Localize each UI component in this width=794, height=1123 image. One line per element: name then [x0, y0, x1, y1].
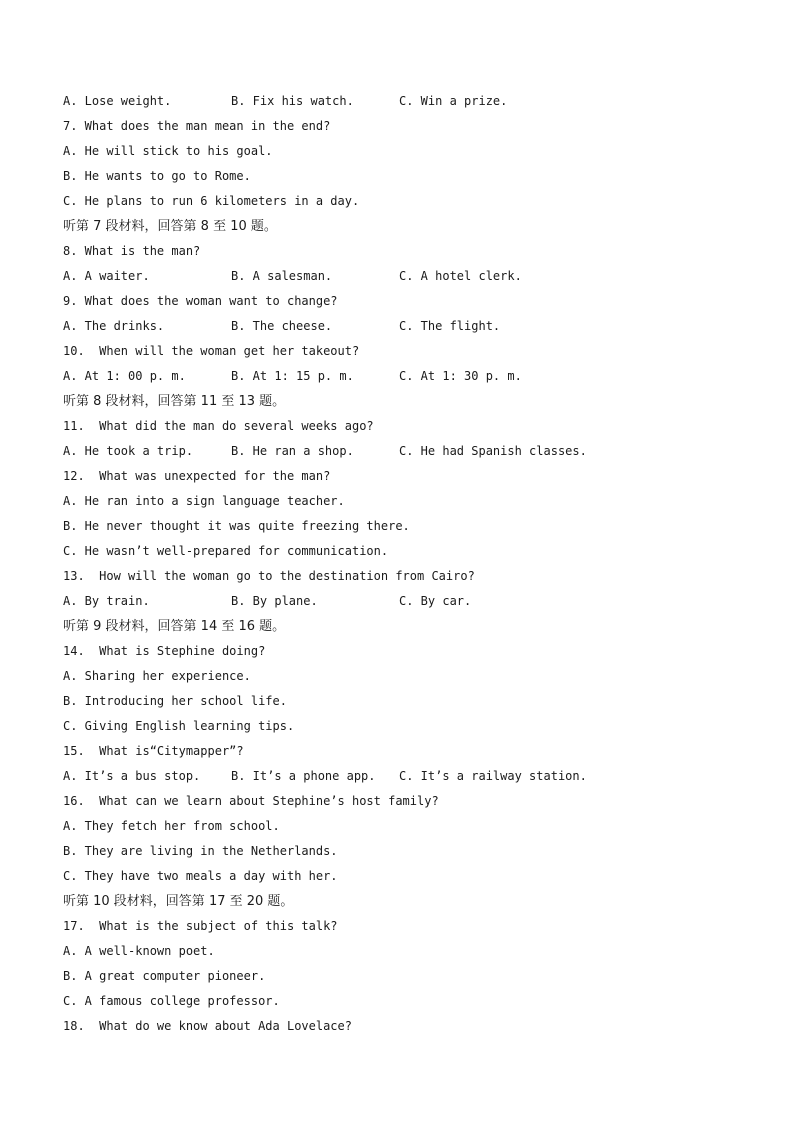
q16-option-b: B. They are living in the Netherlands. [63, 844, 338, 858]
q13-options [63, 589, 763, 614]
q16-question: 16. What can we learn about Stephine’s host family? [63, 794, 439, 808]
q6-options [63, 89, 763, 114]
q14-option-b: B. Introducing her school life. [63, 694, 287, 708]
q8-question: 8. What is the man? [63, 244, 201, 258]
q6-option-a: A. Lose weight. [63, 94, 172, 108]
q10-options [63, 364, 763, 389]
q12-question: 12. What was unexpected for the man? [63, 469, 331, 483]
q10-question: 10. When will the woman get her takeout? [63, 344, 360, 358]
q17-option-b: B. A great computer pioneer. [63, 969, 266, 983]
q14-question: 14. What is Stephine doing? [63, 644, 266, 658]
q9-option-c: C. The flight. [399, 319, 501, 333]
q15-options [63, 764, 763, 789]
q14-option-c: C. Giving English learning tips. [63, 719, 295, 733]
q10-option-a: A. At 1: 00 p. m. [63, 369, 186, 383]
q11-options [63, 439, 763, 464]
q8-option-a: A. A waiter. [63, 269, 150, 283]
q9-options [63, 314, 763, 339]
q15-option-c: C. It’s a railway station. [399, 769, 587, 783]
q9-option-b: B. The cheese. [231, 319, 333, 333]
q10-option-c: C. At 1: 30 p. m. [399, 369, 522, 383]
q6-option-b: B. Fix his watch. [231, 94, 354, 108]
q17-question: 17. What is the subject of this talk? [63, 919, 338, 933]
q17-option-c: C. A famous college professor. [63, 994, 280, 1008]
q11-option-c: C. He had Spanish classes. [399, 444, 587, 458]
section-8-header: 听第 8 段材料，回答第 11 至 13 题。 [63, 394, 286, 409]
q15-question: 15. What is“Citymapper”? [63, 744, 244, 758]
q7-option-a: A. He will stick to his goal. [63, 144, 273, 158]
q8-options [63, 264, 763, 289]
q13-option-c: C. By car. [399, 594, 472, 608]
q11-option-a: A. He took a trip. [63, 444, 194, 458]
q8-option-b: B. A salesman. [231, 269, 333, 283]
q6-option-c: C. Win a prize. [399, 94, 508, 108]
section-10-header: 听第 10 段材料，回答第 17 至 20 题。 [63, 894, 294, 909]
q17-option-a: A. A well-known poet. [63, 944, 215, 958]
section-9-header: 听第 9 段材料，回答第 14 至 16 题。 [63, 619, 286, 634]
section-7-header: 听第 7 段材料，回答第 8 至 10 题。 [63, 219, 277, 234]
q13-question: 13. How will the woman go to the destination from Cairo? [63, 569, 475, 583]
q12-option-a: A. He ran into a sign language teacher. [63, 494, 345, 508]
q18-question: 18. What do we know about Ada Lovelace? [63, 1019, 352, 1033]
q13-option-b: B. By plane. [231, 594, 318, 608]
q11-option-b: B. He ran a shop. [231, 444, 354, 458]
q14-option-a: A. Sharing her experience. [63, 669, 251, 683]
q7-option-c: C. He plans to run 6 kilometers in a day. [63, 194, 360, 208]
q10-option-b: B. At 1: 15 p. m. [231, 369, 354, 383]
q9-option-a: A. The drinks. [63, 319, 165, 333]
q16-option-c: C. They have two meals a day with her. [63, 869, 338, 883]
q15-option-b: B. It’s a phone app. [231, 769, 376, 783]
q16-option-a: A. They fetch her from school. [63, 819, 280, 833]
q12-option-b: B. He never thought it was quite freezing there. [63, 519, 410, 533]
q13-option-a: A. By train. [63, 594, 150, 608]
q8-option-c: C. A hotel clerk. [399, 269, 522, 283]
q11-question: 11. What did the man do several weeks ago? [63, 419, 374, 433]
q15-option-a: A. It’s a bus stop. [63, 769, 201, 783]
q7-question: 7. What does the man mean in the end? [63, 119, 331, 133]
q12-option-c: C. He wasn’t well-prepared for communication. [63, 544, 389, 558]
exam-page [63, 89, 763, 1039]
q9-question: 9. What does the woman want to change? [63, 294, 338, 308]
q7-option-b: B. He wants to go to Rome. [63, 169, 251, 183]
